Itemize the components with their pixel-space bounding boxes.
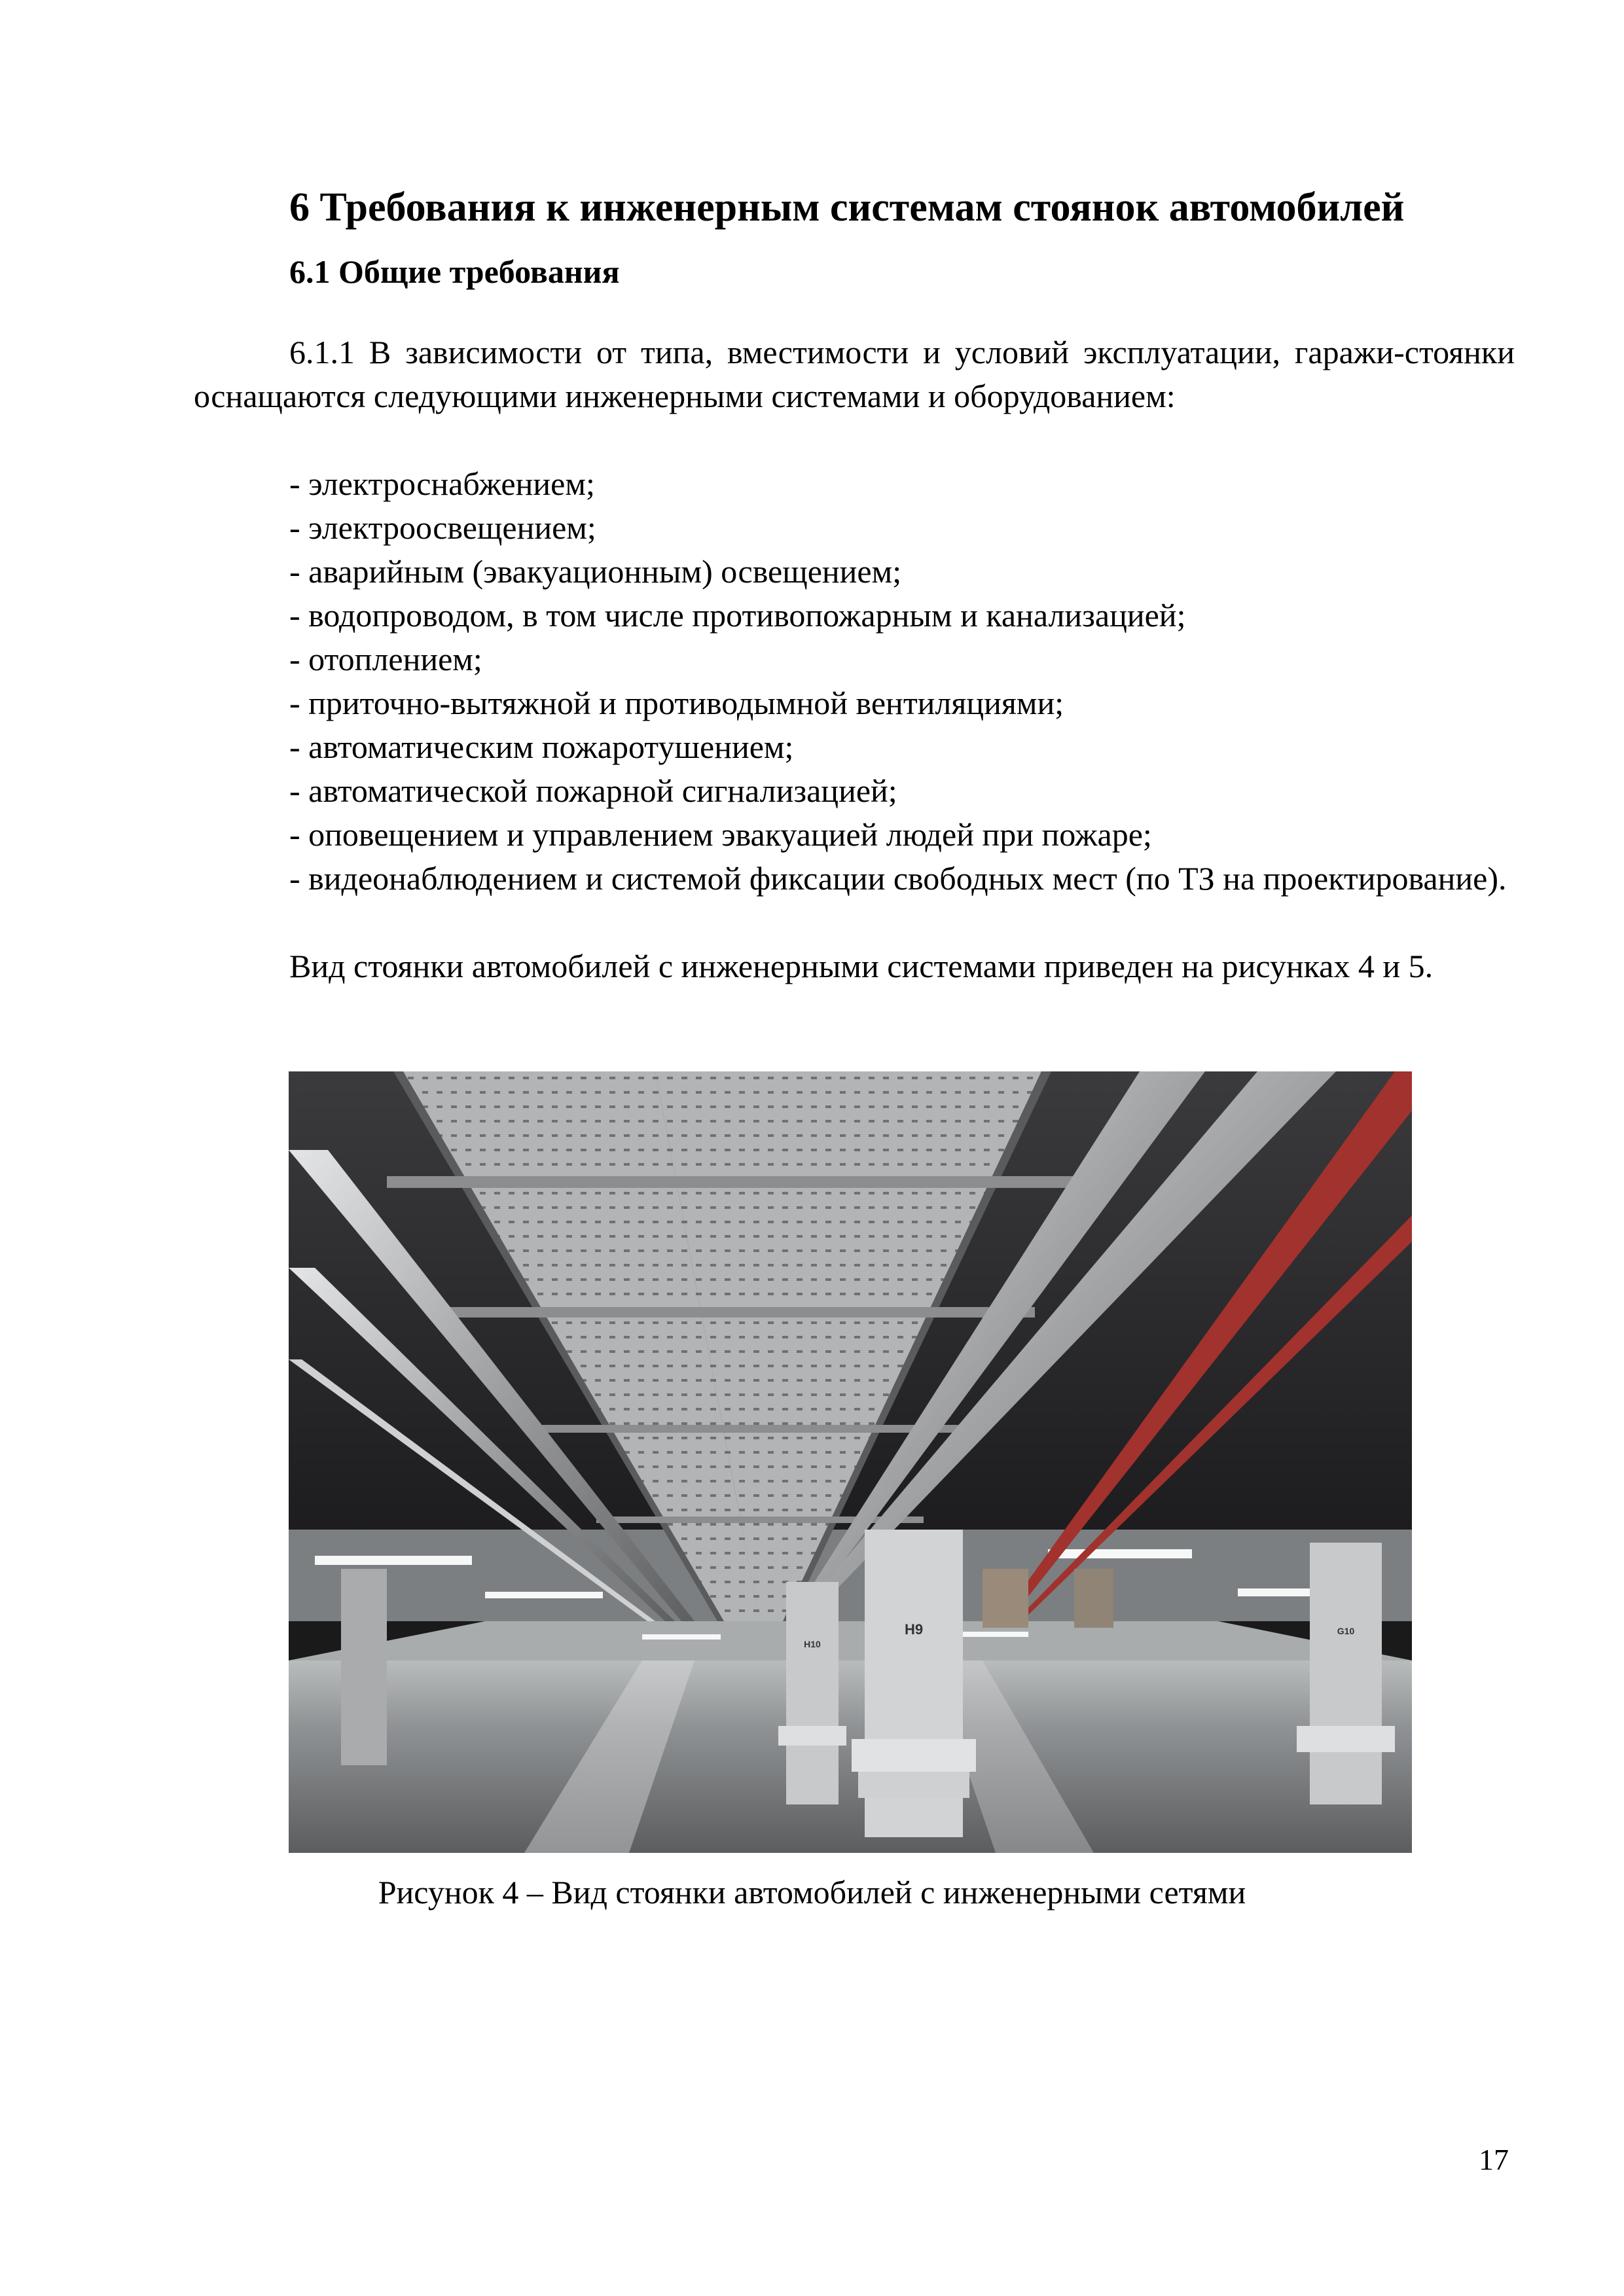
figure-reference-paragraph: Вид стоянки автомобилей с инженерными системами приведен на рисунках 4 и 5.	[289, 948, 1434, 984]
figure-caption: Рисунок 4 – Вид стоянки автомобилей с инженерными сетями	[378, 1874, 1246, 1910]
systems-list	[289, 462, 1515, 857]
column	[852, 1530, 976, 1837]
column-label: G10	[1337, 1626, 1355, 1636]
list-item: - электроосвещением;	[289, 509, 596, 546]
parking-garage-illustration	[289, 1071, 1412, 1853]
section-title: 6 Требования к инженерным системам стоянок автомобилей	[289, 185, 1405, 230]
subsection-title: 6.1 Общие требования	[289, 253, 620, 290]
list-item: - автоматическим пожаротушением;	[289, 728, 794, 765]
list-item: - водопроводом, в том числе противопожарным и канализацией;	[289, 597, 1186, 634]
column	[1297, 1543, 1395, 1804]
video-surveillance-paragraph: - видеонаблюдением и системой фиксации свободных мест (по ТЗ на проектирование).	[289, 860, 1507, 897]
column	[778, 1582, 846, 1804]
list-item: - оповещением и управлением эвакуацией людей при пожаре;	[289, 816, 1152, 853]
column	[341, 1569, 387, 1765]
list-item: - приточно-вытяжной и противодымной вентиляциями;	[289, 685, 1064, 721]
column-label: H9	[904, 1621, 924, 1638]
parking-garage-photo	[289, 1071, 1412, 1853]
list-item: - электроснабжением;	[289, 465, 595, 502]
page-number: 17	[1479, 2143, 1509, 2176]
column-label: H10	[804, 1639, 821, 1649]
list-item: - автоматической пожарной сигнализацией;	[289, 772, 897, 809]
list-item: - отоплением;	[289, 641, 482, 677]
list-item: - аварийным (эвакуационным) освещением;	[289, 553, 902, 590]
intro-paragraph: 6.1.1 В зависимости от типа, вместимости и условий эксплуатации, гаражи-стоянки оснащаются следующими инженерными системами и оборудованием:	[194, 334, 1515, 414]
